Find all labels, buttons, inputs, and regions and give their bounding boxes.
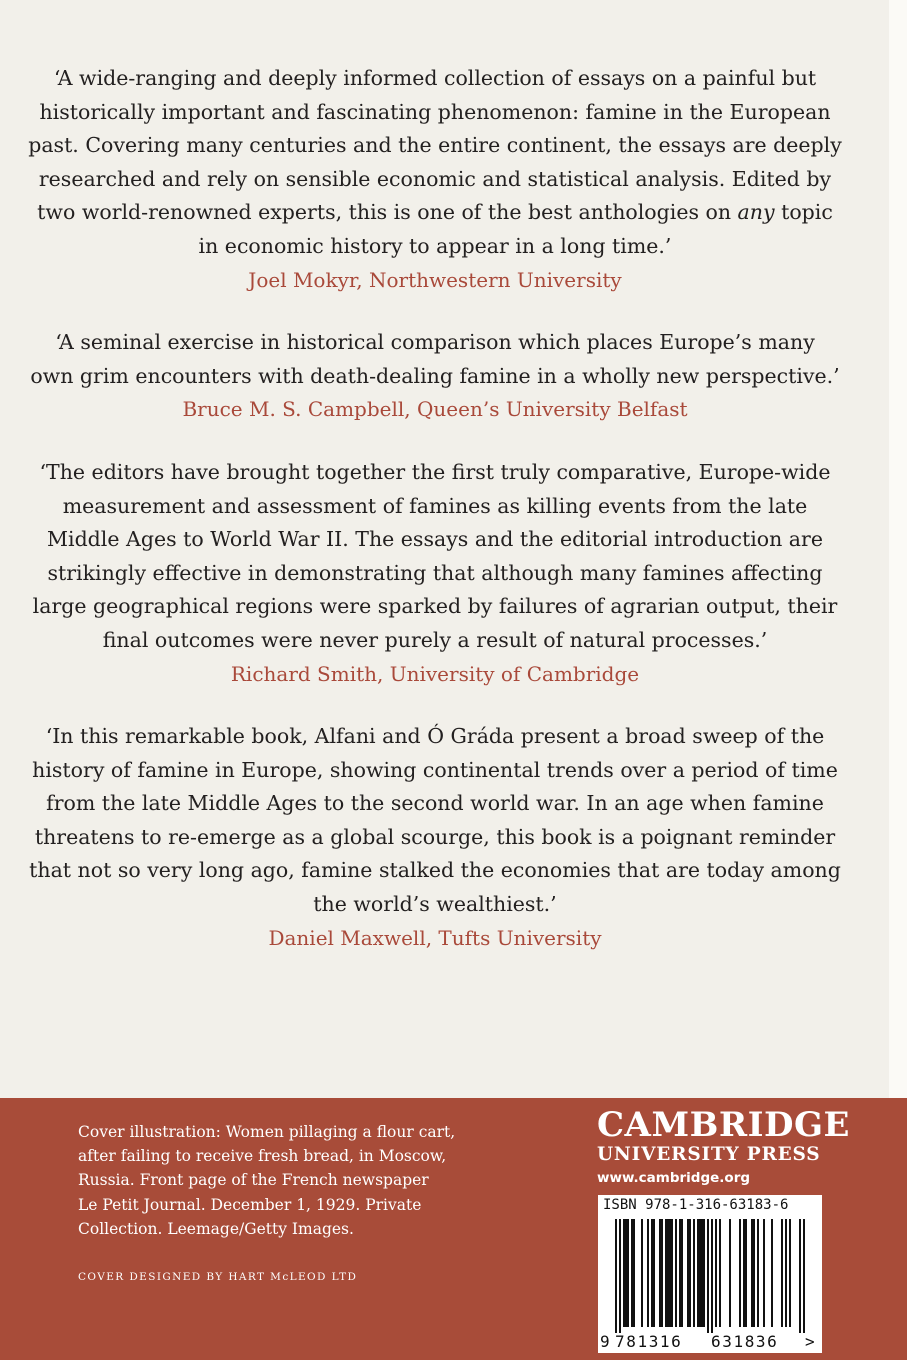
barcode-bar <box>757 1219 759 1327</box>
barcode-bar <box>661 1219 663 1327</box>
publisher-subtitle: UNIVERSITY PRESS <box>597 1144 821 1165</box>
quote-line: historically important and fascinating phenomenon: famine in the European <box>39 99 831 124</box>
barcode-bar <box>711 1219 713 1333</box>
barcode-bar <box>641 1219 643 1327</box>
credit-line: Le Petit Journal. December 1, 1929. Private <box>78 1195 422 1214</box>
quote-attribution: Joel Mokyr, Northwestern University <box>248 267 622 292</box>
review-quote-maxwell <box>0 720 870 955</box>
barcode-bar <box>703 1219 705 1327</box>
barcode-bar <box>679 1219 681 1327</box>
barcode-bar <box>687 1219 689 1327</box>
barcode-bar <box>689 1219 691 1327</box>
barcode-bar <box>625 1219 627 1327</box>
quote-text: two world-renowned experts, this is one of the best anthologies on <box>37 200 738 225</box>
barcode-bar <box>753 1219 755 1327</box>
barcode-bar <box>771 1219 773 1327</box>
barcode-bar <box>667 1219 669 1327</box>
quote-text: topic <box>774 200 833 225</box>
barcode-bar <box>651 1219 653 1327</box>
credit-line: Collection. Leemage/Getty Images. <box>78 1219 354 1238</box>
quote-line: ‘A wide-ranging and deeply informed collection of essays on a painful but <box>53 66 817 90</box>
barcode-left-group: 781316 <box>615 1332 683 1351</box>
quote-line: ‘In this remarkable book, Alfani and Ó Gráda present a broad sweep of the <box>45 724 825 749</box>
barcode-bar <box>789 1219 791 1327</box>
publisher-logo <box>597 1105 850 1190</box>
review-quote-smith <box>0 456 870 691</box>
quote-line: ‘A seminal exercise in historical comparison which places Europe’s many <box>55 330 815 355</box>
barcode-bar <box>729 1219 731 1327</box>
barcode-bar <box>803 1219 805 1333</box>
barcode-bar <box>631 1219 633 1327</box>
quote-attribution: Bruce M. S. Campbell, Queen’s University Belfast <box>182 397 688 422</box>
review-quotes <box>0 62 870 984</box>
publisher-url: www.cambridge.org <box>597 1170 751 1186</box>
isbn-label: ISBN 978-1-316-63183-6 <box>603 1197 789 1213</box>
barcode-bar <box>781 1219 783 1327</box>
quote-line: ‘The editors have brought together the first truly comparative, Europe-wide <box>39 459 831 484</box>
publisher-name: CAMBRIDGE <box>597 1105 850 1145</box>
barcode-digits <box>598 1332 822 1352</box>
barcode-bar <box>681 1219 683 1327</box>
review-quote-campbell <box>0 326 870 427</box>
quote-line: Middle Ages to World War II. The essays and the editorial introduction are <box>47 527 823 552</box>
barcode-bar <box>619 1219 621 1333</box>
barcode-bar <box>743 1219 745 1327</box>
page-edge <box>889 0 907 1098</box>
quote-line: that not so very long ago, famine stalked the economies that are today among <box>29 858 841 883</box>
barcode-first-digit: 9 <box>600 1332 610 1351</box>
barcode-bar <box>739 1219 741 1327</box>
barcode-bar <box>701 1219 703 1327</box>
barcode-bar <box>671 1219 673 1327</box>
credit-line: Russia. Front page of the French newspaper <box>78 1171 429 1190</box>
barcode-bar <box>799 1219 801 1333</box>
quote-line: the world’s wealthiest.’ <box>313 892 557 917</box>
footer-band <box>0 1098 907 1360</box>
cover-illustration-credit <box>78 1120 455 1241</box>
barcode-bar <box>615 1219 617 1333</box>
quote-line: large geographical regions were sparked by failures of agrarian output, their <box>32 594 838 619</box>
barcode-bar <box>719 1219 721 1327</box>
barcode-bar <box>715 1219 717 1327</box>
barcode-bar <box>693 1219 695 1327</box>
isbn-barcode <box>598 1195 822 1353</box>
credit-line: after failing to receive fresh bread, in Moscow, <box>78 1147 447 1166</box>
barcode-bar <box>707 1219 709 1333</box>
barcode-right-group: 631836 <box>711 1332 779 1351</box>
quote-line: past. Covering many centuries and the entire continent, the essays are deeply <box>28 133 842 158</box>
quote-attribution: Richard Smith, University of Cambridge <box>230 661 640 686</box>
quote-line: threatens to re-emerge as a global scourge, this book is a poignant reminder <box>34 824 836 849</box>
quote-line: from the late Middle Ages to the second world war. In an age when famine <box>46 791 824 816</box>
barcode-quiet-zone-arrow: > <box>805 1332 815 1351</box>
barcode-bar <box>763 1219 765 1327</box>
barcode-bar <box>745 1219 747 1327</box>
quote-line <box>0 196 870 230</box>
quote-attribution: Daniel Maxwell, Tufts University <box>268 925 602 950</box>
barcode-bar <box>675 1219 677 1327</box>
review-quote-mokyr <box>0 62 870 297</box>
barcode-bar <box>697 1219 699 1327</box>
quote-line: measurement and assessment of famines as killing events from the late <box>62 493 808 518</box>
quote-emphasis: any <box>737 200 775 225</box>
barcode-bar <box>751 1219 753 1327</box>
quote-line: strikingly effective in demonstrating that although many famines affecting <box>47 560 823 585</box>
quote-line: final outcomes were never purely a result of natural processes.’ <box>102 627 768 652</box>
barcode-bar <box>623 1219 625 1327</box>
barcode-bar <box>669 1219 671 1327</box>
quote-line: in economic history to appear in a long time.’ <box>198 233 672 258</box>
barcode-bars <box>598 1217 822 1333</box>
quote-line: own grim encounters with death-dealing famine in a wholly new perspective.’ <box>30 363 840 388</box>
barcode-bar <box>633 1219 635 1327</box>
barcode-bar <box>627 1219 629 1327</box>
barcode-bar <box>699 1219 701 1327</box>
barcode-bar <box>659 1219 661 1327</box>
barcode-bar <box>785 1219 787 1327</box>
barcode-bar <box>653 1219 655 1327</box>
quote-line: history of famine in Europe, showing continental trends over a period of time <box>32 757 838 782</box>
barcode-bar <box>665 1219 667 1327</box>
cover-designer-credit: COVER DESIGNED BY HART McLEOD LTD <box>78 1271 358 1283</box>
barcode-bar <box>647 1219 649 1327</box>
quote-line: researched and rely on sensible economic and statistical analysis. Edited by <box>38 166 832 191</box>
credit-line: Cover illustration: Women pillaging a flour cart, <box>78 1123 456 1141</box>
